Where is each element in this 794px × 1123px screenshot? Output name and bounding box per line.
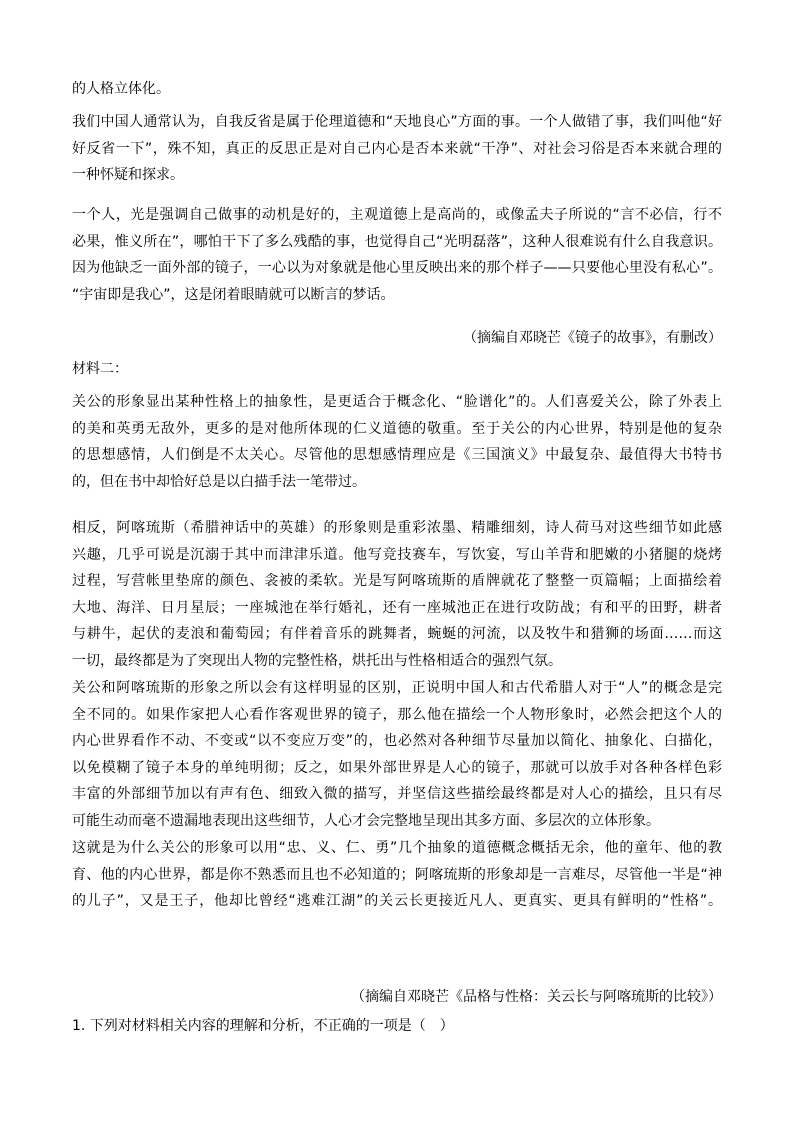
- paragraph-comparison: [72, 675, 722, 835]
- paragraph-self-reflection: [72, 109, 722, 189]
- paragraph-conclusion: [72, 835, 722, 915]
- text-line: 丰富的外部细节加以有声有色、细致入微的描写，并坚信这些描绘最终都是对人心的描绘，且只有尽: [72, 786, 722, 803]
- text-line: 大地、海洋、日月星辰；一座城池在举行婚礼，还有一座城池正在进行攻防战；有和平的田野，耕者: [72, 599, 722, 616]
- text-line: 与耕牛，起伏的麦浪和葡萄园；有伴着音乐的跳舞者，蜿蜒的河流，以及牧牛和猎狮的场面……而这: [72, 626, 722, 643]
- section-heading-material-2: 材料二：: [72, 361, 128, 377]
- text-line: 必果，惟义所在”，哪怕干下了多么残酷的事，也觉得自己“光明磊落”，这种人很难说有什么自我意识。: [72, 233, 722, 250]
- text-line: 我们中国人通常认为，自我反省是属于伦理道德和“天地良心”方面的事。一个人做错了事，我们叫他“好: [72, 114, 722, 130]
- source-citation-1: （摘编自邓晓芒《镜子的故事》，有删改）: [463, 330, 722, 346]
- text-line: 一个人，光是强调自己做事的动机是好的，主观道德上是高尚的，或像孟夫子所说的“言不必信，行不: [72, 207, 722, 223]
- text-line: 的儿子”，又是王子，他却比曾经“逃难江湖”的关云长更接近凡人、更真实、更具有鲜明的“性格”。: [72, 893, 722, 910]
- paragraph-intro-tail: [72, 76, 722, 103]
- text-line: 一切，最终都是为了突现出人物的完整性格，烘托出与性格相适合的强烈气氛。: [72, 652, 562, 669]
- text-line: 可能生动而毫不遗漏地表现出这些细节，人心才会完整地呈现出其多方面、多层次的立体形象。: [72, 812, 660, 829]
- text-line: 过程，写营帐里垫席的颜色、衾被的柔软。光是写阿喀琉斯的盾牌就花了整整一页篇幅；上面描绘着: [72, 573, 722, 590]
- text-line: 的思想感情，人们倒是不太关心。尽管他的思想感情理应是《三国演义》中最复杂、最值得大书特书: [72, 447, 722, 464]
- text-line: 内心世界看作不动、不变或“以不变应万变”的，也必然对各种细节尽量加以简化、抽象化、白描化，: [72, 733, 722, 750]
- text-line: 的美和英勇无敌外，更多的是对他所体现的仁义道德的敬重。至于关公的内心世界，特别是他的复杂: [72, 420, 722, 437]
- text-line: 育、他的内心世界，都是你不熟悉而且也不必知道的；阿喀琉斯的形象却是一言难尽，尽管他一半是“神: [72, 866, 722, 883]
- text-line: 因为他缺乏一面外部的镜子，一心以为对象就是他心里反映出来的那个样子——只要他心里没有私心”。: [72, 260, 722, 277]
- paragraph-achilles: [72, 515, 722, 675]
- text-line: 关公的形象显出某种性格上的抽象性，是更适合于概念化、“脸谱化”的。人们喜爱关公，除了外表上: [72, 394, 722, 410]
- text-line: 关公和阿喀琉斯的形象之所以会有这样明显的区别，正说明中国人和古代希腊人对于“人”的概念是完: [72, 680, 722, 696]
- text-line: 这就是为什么关公的形象可以用“忠、义、仁、勇”几个抽象的道德概念概括无余，他的童年、他的教: [72, 840, 722, 856]
- text-line: 的人格立体化。: [72, 81, 170, 97]
- source-citation-2: （摘编自邓晓芒《品格与性格：关云长与阿喀琉斯的比较》）: [351, 989, 722, 1005]
- text-line: 相反，阿喀琉斯（希腊神话中的英雄）的形象则是重彩浓墨、精雕细刻，诗人荷马对这些细节如此感: [72, 520, 722, 536]
- text-line: 的，但在书中却恰好总是以白描手法一笔带过。: [72, 473, 366, 490]
- paragraph-guan-gong: [72, 389, 722, 495]
- text-line: 全不同的。如果作家把人心看作客观世界的镜子，那么他在描绘一个人物形象时，必然会把这个人的: [72, 706, 722, 723]
- text-line: “宇宙即是我心”，这是闭着眼睛就可以断言的梦话。: [72, 286, 395, 303]
- text-line: 以免模糊了镜子本身的单纯明彻；反之，如果外部世界是人心的镜子，那就可以放手对各种各样色彩: [72, 759, 722, 776]
- paragraph-motive: [72, 202, 722, 308]
- text-line: 一种怀疑和探求。: [72, 167, 184, 184]
- text-line: 兴趣，几乎可说是沉溺于其中而津津乐道。他写竞技赛车，写饮宴，写山羊背和肥嫩的小猪腿的烧烤: [72, 546, 722, 563]
- question-1: 1. 下列对材料相关内容的理解和分析，不正确的一项是（ ）: [72, 1018, 454, 1034]
- text-line: 好反省一下”，殊不知，真正的反思正是对自己内心是否本来就“干净”、对社会习俗是否本来就合理的: [72, 140, 722, 157]
